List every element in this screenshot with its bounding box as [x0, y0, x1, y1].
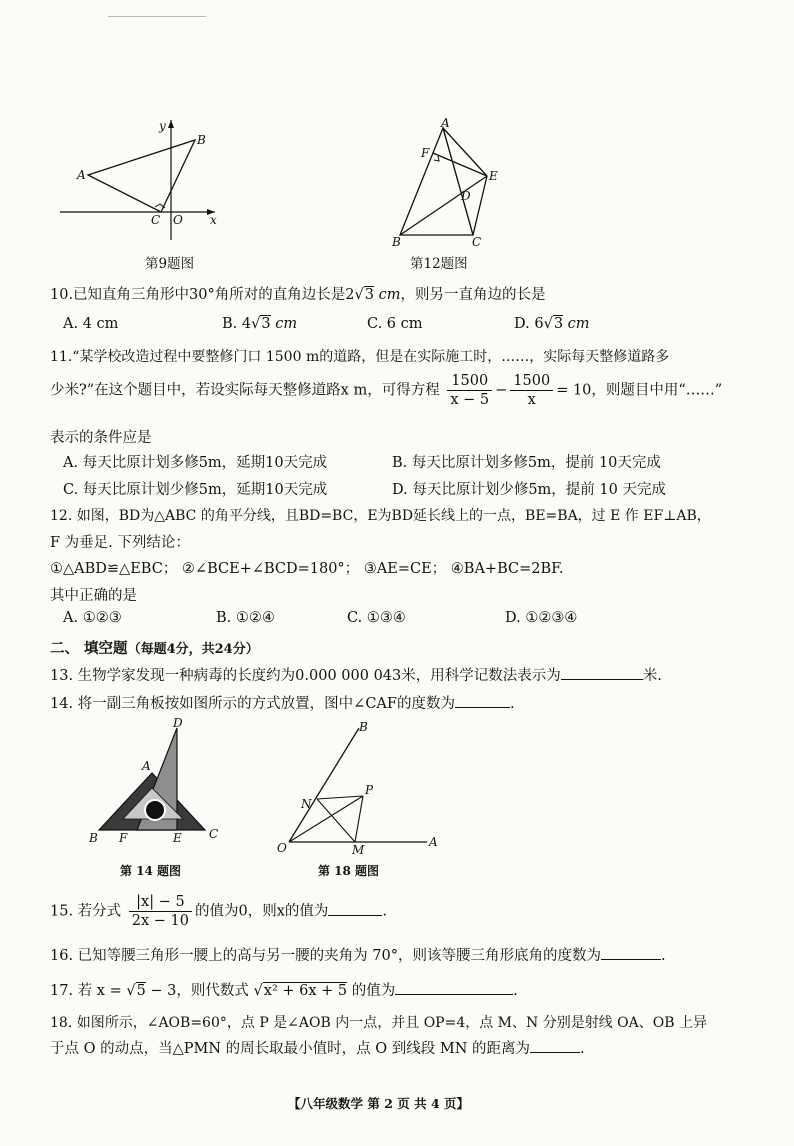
q12-line1: 12. 如图，BD为△ABC 的角平分线，且BD=BC，E为BD延长线上的一点，BE=BA，过 E 作 EF⊥AB，	[50, 508, 711, 524]
q18-line2	[50, 1037, 585, 1058]
fig12-label-a: A	[441, 118, 450, 130]
section-2-title: 二、 填空题	[50, 640, 128, 657]
q17-post: 的值为	[347, 983, 396, 999]
q15-numerator: |x| − 5	[129, 893, 192, 912]
figure-18-caption: 第 18 题图	[318, 864, 380, 878]
q13-answer-blank[interactable]	[561, 665, 643, 680]
fig12-label-f: F	[421, 146, 430, 160]
figure-14-caption: 第 14 题图	[120, 864, 182, 878]
q11-minus: −	[495, 382, 508, 399]
q10-option-b-pre: B. 4	[222, 316, 252, 332]
q12-option-d: D. ①②③④	[505, 610, 578, 626]
q15-end: .	[382, 903, 388, 920]
q17-pre: 17. 若 x =	[50, 983, 127, 999]
q16-answer-blank[interactable]	[601, 945, 661, 960]
section-2-heading	[50, 637, 259, 658]
q10-coef: 2	[345, 287, 355, 303]
fig18-label-m: M	[352, 843, 365, 857]
fig18-label-b: B	[359, 720, 368, 734]
fig18-label-n: N	[301, 797, 312, 811]
q15-denominator: 2x − 10	[131, 913, 190, 929]
q10-option-d-pre: D. 6	[514, 316, 544, 332]
fig9-label-b: B	[197, 133, 206, 147]
fig18-label-a: A	[429, 835, 438, 849]
question-17: 17. 若 x = √5 − 3，则代数式 √x² + 6x + 5 的值为 .	[50, 979, 518, 1000]
question-10: 10.已知直角三角形中30°角所对的直角边长是2√3 cm，则另一直角边的长是	[50, 287, 546, 303]
q10-unit: cm	[373, 287, 401, 303]
fig14-label-a: A	[142, 759, 151, 773]
q11-line2-pre: 少米?”在这个题目中，若设实际每天整修道路x m，可得方程	[50, 382, 440, 399]
q10-option-b-unit: cm	[270, 316, 298, 332]
q11-frac2-den: x	[527, 392, 536, 408]
q11-line3: 表示的条件应是	[50, 430, 152, 446]
top-rule	[108, 16, 206, 17]
fig9-label-a: A	[77, 168, 86, 182]
q11-frac1-num: 1500	[447, 372, 492, 391]
q18-answer-blank[interactable]	[530, 1038, 580, 1053]
fig14-label-e: E	[173, 831, 182, 845]
q11-fraction-2	[510, 372, 553, 409]
q14-end: .	[509, 696, 515, 712]
q17-expr-radicand: x² + 6x + 5	[263, 983, 348, 999]
q14-text: 14. 将一副三角板按如图所示的方式放置，图中∠CAF的度数为	[50, 696, 455, 712]
q10-option-a: A. 4 cm	[63, 316, 119, 332]
q10-option-b: B. 4√3 cm	[222, 316, 298, 332]
fig9-label-x: x	[210, 213, 217, 227]
question-15	[50, 893, 387, 930]
q18-end: .	[580, 1041, 585, 1057]
q11-option-d: D. 每天比原计划少修5m，提前 10 天完成	[392, 482, 666, 498]
fig14-label-b: B	[89, 831, 98, 845]
section-2-note: （每题4分，共24分）	[127, 642, 259, 657]
q12-line2: F 为垂足. 下列结论：	[50, 535, 190, 551]
q18-line2-text: 于点 O 的动点，当△PMN 的周长取最小值时，点 O 到线段 MN 的距离为	[50, 1041, 531, 1057]
q11-frac1-den: x − 5	[450, 392, 490, 408]
fig14-label-c: C	[209, 827, 219, 841]
fig9-label-c: C	[151, 213, 161, 227]
fig9-label-o: O	[173, 213, 183, 227]
q17-x-post: − 3，则代数式	[145, 983, 254, 999]
q12-option-a: A. ①②③	[63, 610, 122, 626]
q11-line2	[50, 372, 722, 409]
q17-answer-blank[interactable]	[395, 980, 513, 995]
q12-option-c: C. ①③④	[347, 610, 406, 626]
q10-option-d-unit: cm	[563, 316, 590, 332]
q10-option-b-rad: 3	[261, 316, 271, 332]
question-14	[50, 692, 515, 713]
q13-unit: 米.	[642, 668, 662, 684]
q15-answer-blank[interactable]	[328, 901, 382, 916]
fig14-label-d: D	[173, 718, 183, 730]
q11-frac2-num: 1500	[510, 372, 553, 391]
q11-line1: 11.“某学校改造过程中要整修门口 1500 m的道路，但是在实际施工时，……，实际每天整修道路多	[50, 349, 670, 365]
q12-line3: ①△ABD≌△EBC； ②∠BCE+∠BCD=180°； ③AE=CE； ④BA+BC=2BF.	[50, 561, 564, 577]
q18-line1: 18. 如图所示，∠AOB=60°，点 P 是∠AOB 内一点，并且 OP=4，点 M、N 分别是射线 OA、OB 上异	[50, 1015, 707, 1031]
q17-end: .	[513, 983, 518, 999]
q11-option-a: A. 每天比原计划多修5m，延期10天完成	[63, 455, 328, 471]
fig14-label-f: F	[119, 831, 128, 845]
q15-post: 的值为0，则x的值为	[195, 903, 329, 920]
figure-12-caption: 第12题图	[410, 256, 468, 272]
q16-text: 16. 已知等腰三角形一腰上的高与另一腰的夹角为 70°，则该等腰三角形底角的度数为	[50, 948, 601, 964]
q10-text-post: ，则另一直角边的长是	[400, 287, 546, 303]
q11-option-c: C. 每天比原计划少修5m，延期10天完成	[63, 482, 328, 498]
q15-fraction	[129, 893, 192, 930]
figure-18	[275, 718, 445, 858]
q14-answer-blank[interactable]	[455, 693, 510, 708]
fig12-label-c: C	[472, 235, 482, 249]
page-footer: 【八年级数学 第 2 页 共 4 页】	[288, 1096, 470, 1111]
q10-option-d-rad: 3	[553, 316, 564, 332]
question-16	[50, 944, 666, 965]
q17-x-radicand: 5	[136, 983, 146, 999]
fig12-label-b: B	[392, 235, 401, 249]
q13-text: 13. 生物学家发现一种病毒的长度约为0.000 000 043米，用科学记数法表示为	[50, 668, 561, 684]
q10-option-d: D. 6√3 cm	[514, 316, 590, 332]
fig12-label-e: E	[489, 169, 498, 183]
fig18-label-p: P	[365, 783, 374, 797]
figure-12	[385, 118, 505, 250]
question-13	[50, 664, 662, 685]
figure-9	[55, 112, 235, 247]
q11-option-b: B. 每天比原计划多修5m，提前 10天完成	[392, 455, 661, 471]
q15-pre: 15. 若分式	[50, 903, 122, 920]
fig9-label-y: y	[159, 119, 166, 133]
q10-text-pre: 10.已知直角三角形中30°角所对的直角边长是	[50, 287, 346, 303]
q10-radicand: 3	[364, 287, 374, 303]
fig12-label-d: D	[461, 189, 471, 203]
q11-fraction-1	[447, 372, 492, 409]
q12-option-b: B. ①②④	[216, 610, 275, 626]
q12-line4: 其中正确的是	[50, 588, 137, 604]
q16-end: .	[660, 948, 666, 964]
figure-9-caption: 第9题图	[145, 256, 195, 272]
figure-14	[85, 718, 225, 848]
q11-line2-post: = 10，则题目中用“……”	[556, 382, 723, 399]
q10-option-c: C. 6 cm	[367, 316, 423, 332]
fig18-label-o: O	[277, 841, 287, 855]
